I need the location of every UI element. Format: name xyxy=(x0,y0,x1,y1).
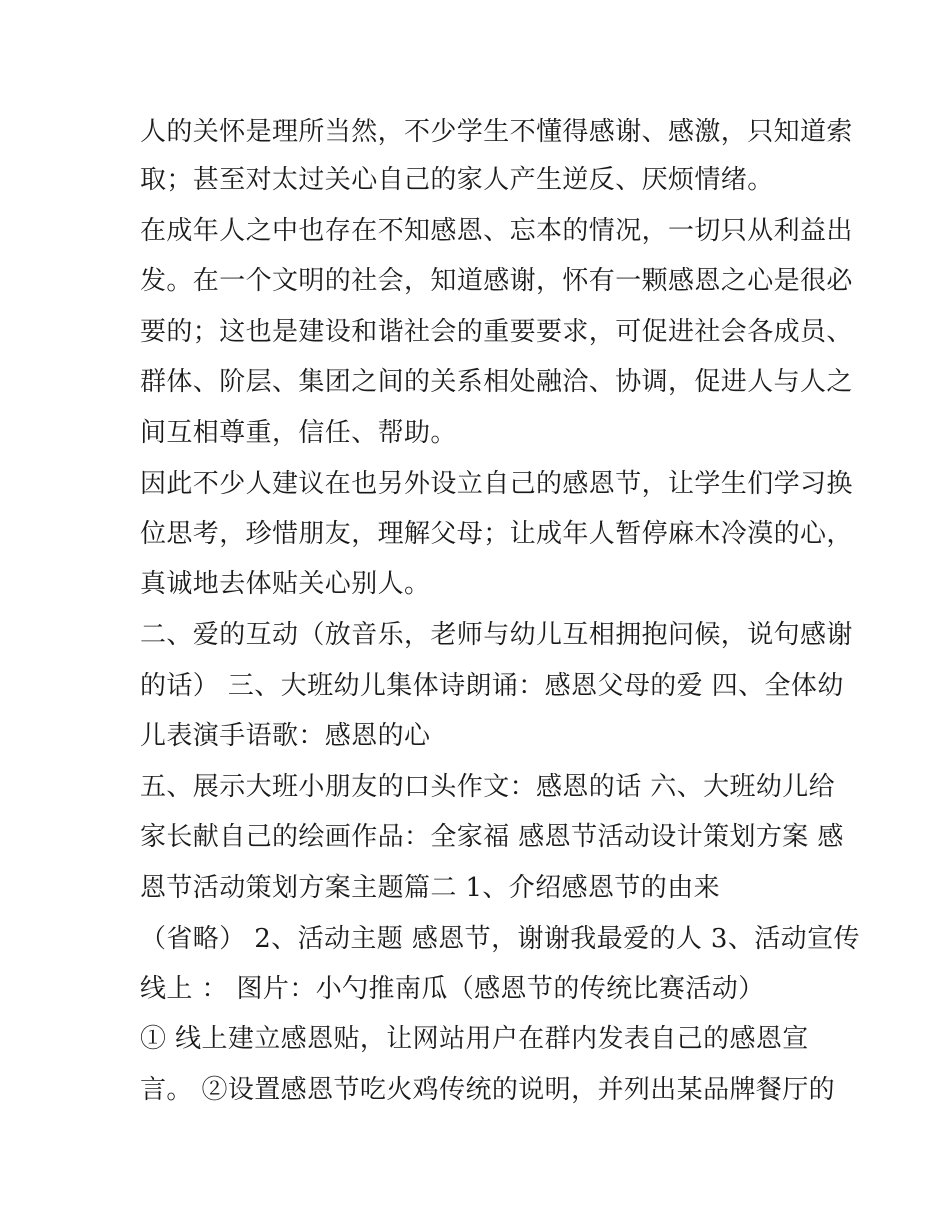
text-line: 儿表演手语歌：感恩的心 xyxy=(140,721,431,751)
text-line: ① 线上建立感恩贴，让网站用户在群内发表自己的感恩宣 xyxy=(140,1024,809,1054)
text-line: （省略） 2、活动主题 感恩节，谢谢我最爱的人 3、活动宣传 xyxy=(140,924,860,954)
text-line: 恩节活动策划方案主题篇二 1、介绍感恩节的由来 xyxy=(140,873,721,903)
text-line: 位思考，珍惜朋友，理解父母；让成年人暂停麻木冷漠的心， xyxy=(140,519,853,549)
text-line: 真诚地去体贴关心别人。 xyxy=(140,569,431,599)
text-line: 的话） 三、大班幼儿集体诗朗诵：感恩父母的爱 四、全体幼 xyxy=(140,671,844,701)
text-line: 家长献自己的绘画作品：全家福 感恩节活动设计策划方案 感 xyxy=(140,822,844,852)
text-line: 五、展示大班小朋友的口头作文：感恩的话 六、大班幼儿给 xyxy=(140,772,836,802)
text-line: 二、爱的互动（放音乐，老师与幼儿互相拥抱问候，说句感谢 xyxy=(140,620,853,650)
text-line: 要的；这也是建设和谐社会的重要要求，可促进社会各成员、 xyxy=(140,317,853,347)
text-line: 因此不少人建议在也另外设立自己的感恩节，让学生们学习换 xyxy=(140,469,853,499)
text-line: 线上 ： 图片：小勺推南瓜（感恩节的传统比赛活动） xyxy=(140,974,765,1004)
text-line: 在成年人之中也存在不知感恩、忘本的情况，一切只从利益出 xyxy=(140,216,853,246)
text-line: 取；甚至对太过关心自己的家人产生逆反、厌烦情绪。 xyxy=(140,165,774,195)
text-line: 言。 ②设置感恩节吃火鸡传统的说明，并列出某品牌餐厅的 xyxy=(140,1075,836,1105)
text-line: 人的关怀是理所当然，不少学生不懂得感谢、感激，只知道索 xyxy=(140,117,853,147)
text-line: 群体、阶层、集团之间的关系相处融洽、协调，促进人与人之 xyxy=(140,367,853,397)
text-line: 发。在一个文明的社会，知道感谢，怀有一颗感恩之心是很必 xyxy=(140,266,853,296)
text-line: 间互相尊重，信任、帮助。 xyxy=(140,418,457,448)
